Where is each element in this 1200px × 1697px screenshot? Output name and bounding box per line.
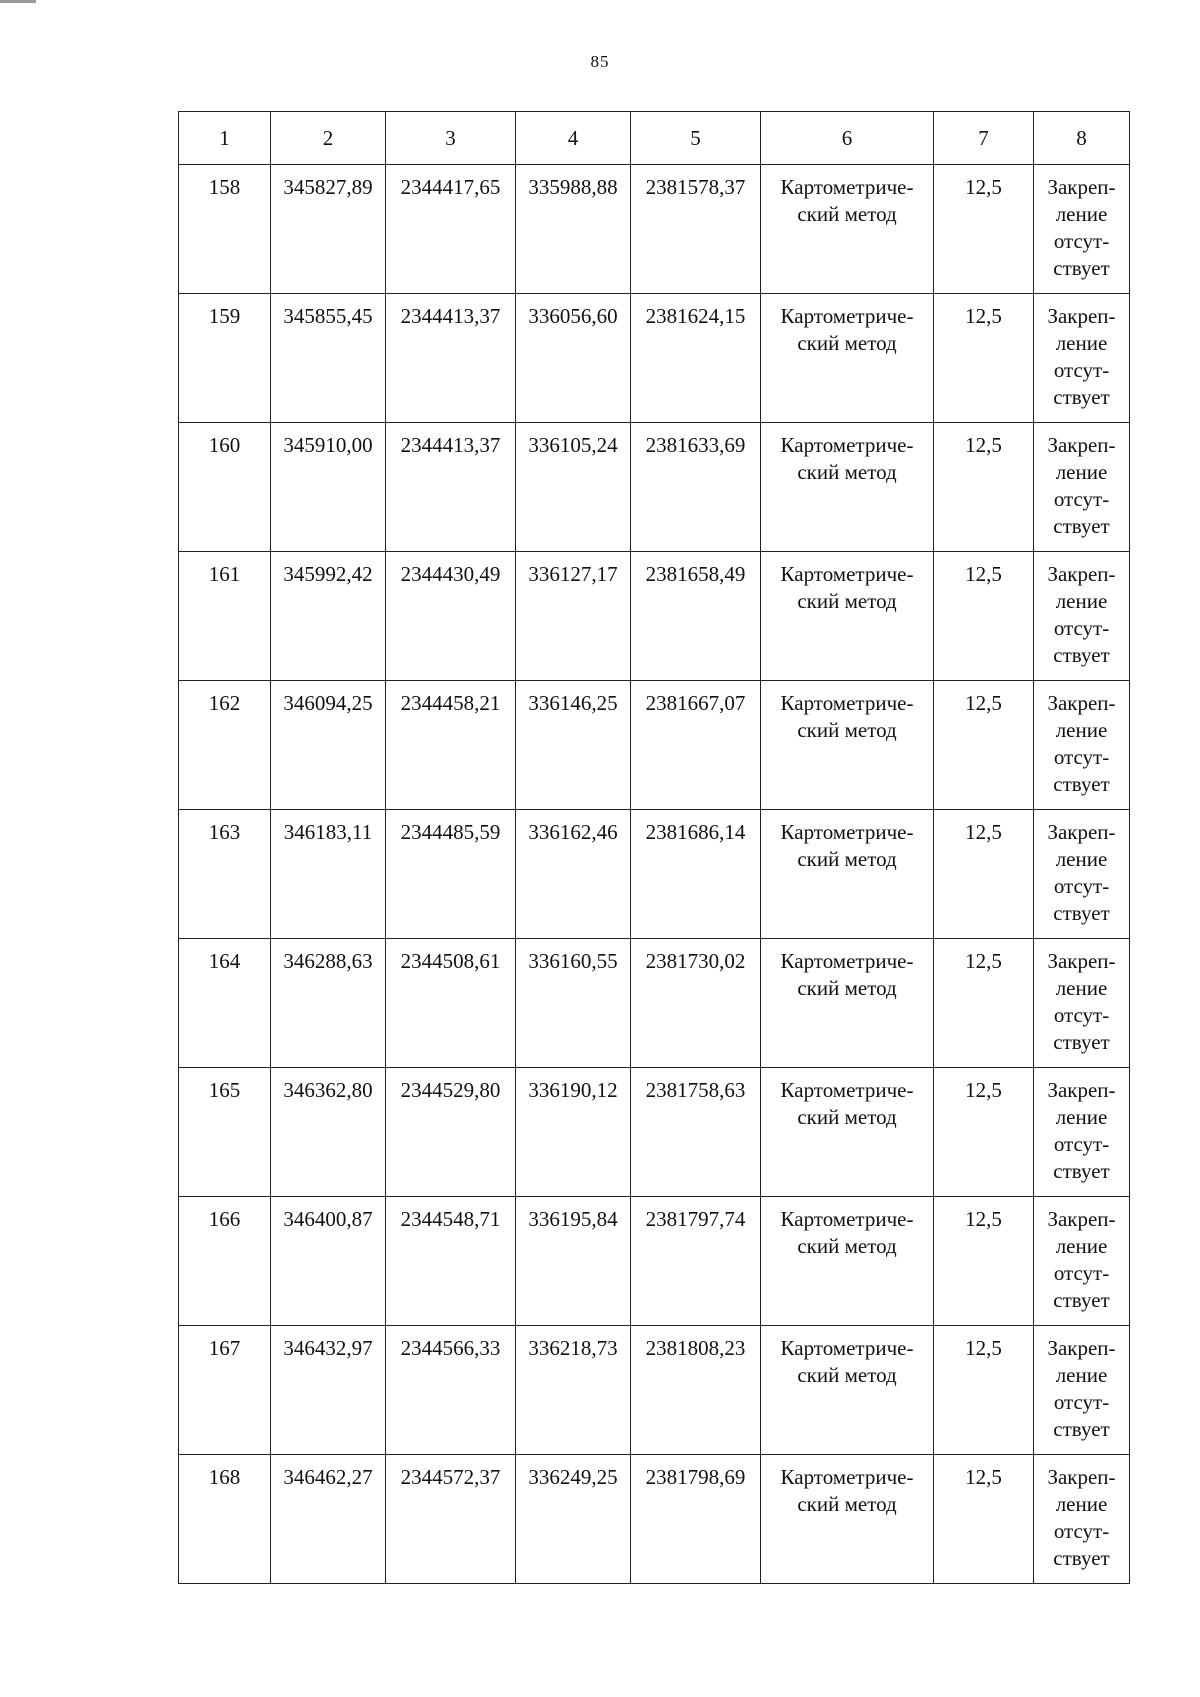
scan-corner-mark: [0, 0, 36, 3]
coord-cell: 2381633,69: [631, 423, 761, 552]
method-text-line: Картометриче-: [780, 433, 914, 457]
fixation-text-line: ствует: [1053, 643, 1110, 667]
method-cell: [761, 552, 934, 681]
method-text-line: Картометриче-: [780, 304, 914, 328]
column-header: 3: [386, 112, 516, 165]
column-header: 1: [179, 112, 271, 165]
accuracy-cell: 12,5: [934, 1068, 1034, 1197]
fixation-cell: [1034, 423, 1130, 552]
point-number-cell: 159: [179, 294, 271, 423]
coord-cell: 336195,84: [516, 1197, 631, 1326]
table-row: [179, 1455, 1130, 1584]
fixation-text-line: отсут-: [1053, 358, 1110, 382]
method-text-line: ский метод: [797, 331, 897, 355]
point-number-cell: 166: [179, 1197, 271, 1326]
coord-cell: 2344430,49: [386, 552, 516, 681]
accuracy-cell: 12,5: [934, 1455, 1034, 1584]
fixation-text-line: отсут-: [1053, 1390, 1110, 1414]
fixation-text-line: ление: [1055, 976, 1108, 1000]
fixation-text-line: ствует: [1053, 1546, 1110, 1570]
fixation-text-line: ление: [1055, 202, 1108, 226]
method-text-line: ский метод: [797, 1234, 897, 1258]
coord-cell: 345992,42: [271, 552, 386, 681]
point-number-cell: 160: [179, 423, 271, 552]
coord-cell: 345910,00: [271, 423, 386, 552]
fixation-cell: [1034, 939, 1130, 1068]
coord-cell: 2381624,15: [631, 294, 761, 423]
coord-cell: 336218,73: [516, 1326, 631, 1455]
coord-cell: 2344508,61: [386, 939, 516, 1068]
accuracy-cell: 12,5: [934, 294, 1034, 423]
fixation-text-line: Закреп-: [1047, 1465, 1116, 1489]
fixation-cell: [1034, 810, 1130, 939]
coord-cell: 2381758,63: [631, 1068, 761, 1197]
coord-cell: 346288,63: [271, 939, 386, 1068]
coord-cell: 2381808,23: [631, 1326, 761, 1455]
table-row: [179, 1068, 1130, 1197]
coord-cell: 346462,27: [271, 1455, 386, 1584]
coord-cell: 2344566,33: [386, 1326, 516, 1455]
accuracy-cell: 12,5: [934, 681, 1034, 810]
method-text-line: ский метод: [797, 847, 897, 871]
coord-cell: 2344413,37: [386, 294, 516, 423]
coord-cell: 345827,89: [271, 165, 386, 294]
method-text-line: Картометриче-: [780, 1207, 914, 1231]
accuracy-cell: 12,5: [934, 552, 1034, 681]
column-header: 2: [271, 112, 386, 165]
table-row: [179, 810, 1130, 939]
fixation-text-line: ствует: [1053, 1030, 1110, 1054]
fixation-text-line: ление: [1055, 1234, 1108, 1258]
fixation-text-line: ление: [1055, 718, 1108, 742]
coord-cell: 336146,25: [516, 681, 631, 810]
method-cell: [761, 1197, 934, 1326]
table-row: [179, 681, 1130, 810]
fixation-text-line: Закреп-: [1047, 562, 1116, 586]
coord-cell: 2381797,74: [631, 1197, 761, 1326]
fixation-cell: [1034, 294, 1130, 423]
fixation-text-line: ление: [1055, 847, 1108, 871]
fixation-text-line: Закреп-: [1047, 1207, 1116, 1231]
method-cell: [761, 423, 934, 552]
coord-cell: 336162,46: [516, 810, 631, 939]
fixation-text-line: Закреп-: [1047, 949, 1116, 973]
method-text-line: ский метод: [797, 1492, 897, 1516]
accuracy-cell: 12,5: [934, 1197, 1034, 1326]
point-number-cell: 161: [179, 552, 271, 681]
coord-cell: 335988,88: [516, 165, 631, 294]
method-text-line: Картометриче-: [780, 949, 914, 973]
fixation-text-line: ление: [1055, 1105, 1108, 1129]
column-header: 8: [1034, 112, 1130, 165]
fixation-text-line: отсут-: [1053, 1519, 1110, 1543]
header-row: [179, 112, 1130, 165]
coordinates-table: [178, 111, 1130, 1584]
fixation-text-line: ствует: [1053, 514, 1110, 538]
fixation-text-line: Закреп-: [1047, 691, 1116, 715]
method-text-line: ский метод: [797, 202, 897, 226]
coord-cell: 2344548,71: [386, 1197, 516, 1326]
fixation-text-line: ствует: [1053, 1417, 1110, 1441]
fixation-cell: [1034, 1326, 1130, 1455]
fixation-cell: [1034, 1197, 1130, 1326]
fixation-cell: [1034, 1068, 1130, 1197]
fixation-text-line: отсут-: [1053, 229, 1110, 253]
point-number-cell: 165: [179, 1068, 271, 1197]
table-row: [179, 423, 1130, 552]
coord-cell: 346400,87: [271, 1197, 386, 1326]
fixation-cell: [1034, 1455, 1130, 1584]
table-row: [179, 294, 1130, 423]
fixation-text-line: отсут-: [1053, 874, 1110, 898]
coord-cell: 2381667,07: [631, 681, 761, 810]
point-number-cell: 164: [179, 939, 271, 1068]
accuracy-cell: 12,5: [934, 423, 1034, 552]
method-text-line: ский метод: [797, 718, 897, 742]
fixation-text-line: ствует: [1053, 772, 1110, 796]
table-row: [179, 1197, 1130, 1326]
method-text-line: Картометриче-: [780, 820, 914, 844]
coord-cell: 336190,12: [516, 1068, 631, 1197]
fixation-text-line: ление: [1055, 589, 1108, 613]
fixation-text-line: отсут-: [1053, 487, 1110, 511]
fixation-text-line: отсут-: [1053, 1261, 1110, 1285]
method-text-line: Картометриче-: [780, 691, 914, 715]
coord-cell: 2381658,49: [631, 552, 761, 681]
coord-cell: 2344529,80: [386, 1068, 516, 1197]
method-text-line: Картометриче-: [780, 562, 914, 586]
method-cell: [761, 165, 934, 294]
coord-cell: 346094,25: [271, 681, 386, 810]
coord-cell: 336127,17: [516, 552, 631, 681]
fixation-cell: [1034, 552, 1130, 681]
fixation-cell: [1034, 681, 1130, 810]
method-cell: [761, 1455, 934, 1584]
coord-cell: 2381798,69: [631, 1455, 761, 1584]
fixation-cell: [1034, 165, 1130, 294]
method-cell: [761, 1326, 934, 1455]
fixation-text-line: ствует: [1053, 901, 1110, 925]
method-text-line: Картометриче-: [780, 1078, 914, 1102]
coord-cell: 2344417,65: [386, 165, 516, 294]
fixation-text-line: Закреп-: [1047, 1336, 1116, 1360]
coord-cell: 2381578,37: [631, 165, 761, 294]
coord-cell: 336056,60: [516, 294, 631, 423]
coord-cell: 346183,11: [271, 810, 386, 939]
fixation-text-line: ление: [1055, 1492, 1108, 1516]
coord-cell: 2344458,21: [386, 681, 516, 810]
accuracy-cell: 12,5: [934, 939, 1034, 1068]
coord-cell: 346432,97: [271, 1326, 386, 1455]
fixation-text-line: Закреп-: [1047, 1078, 1116, 1102]
method-text-line: ский метод: [797, 1363, 897, 1387]
coord-cell: 336105,24: [516, 423, 631, 552]
coord-cell: 2381730,02: [631, 939, 761, 1068]
page-number: 85: [590, 52, 610, 71]
method-text-line: Картометриче-: [780, 1336, 914, 1360]
fixation-text-line: ление: [1055, 331, 1108, 355]
fixation-text-line: Закреп-: [1047, 175, 1116, 199]
coord-cell: 2381686,14: [631, 810, 761, 939]
fixation-text-line: отсут-: [1053, 616, 1110, 640]
fixation-text-line: ствует: [1053, 1288, 1110, 1312]
method-cell: [761, 939, 934, 1068]
method-text-line: ский метод: [797, 976, 897, 1000]
coord-cell: 336249,25: [516, 1455, 631, 1584]
method-text-line: Картометриче-: [780, 175, 914, 199]
table-header: [179, 112, 1130, 165]
fixation-text-line: Закреп-: [1047, 820, 1116, 844]
fixation-text-line: Закреп-: [1047, 304, 1116, 328]
method-cell: [761, 681, 934, 810]
table-body: [179, 165, 1130, 1584]
point-number-cell: 168: [179, 1455, 271, 1584]
coord-cell: 345855,45: [271, 294, 386, 423]
accuracy-cell: 12,5: [934, 810, 1034, 939]
point-number-cell: 167: [179, 1326, 271, 1455]
method-cell: [761, 1068, 934, 1197]
fixation-text-line: ление: [1055, 1363, 1108, 1387]
method-text-line: ский метод: [797, 1105, 897, 1129]
column-header: 4: [516, 112, 631, 165]
coord-cell: 2344413,37: [386, 423, 516, 552]
coord-cell: 2344572,37: [386, 1455, 516, 1584]
coord-cell: 2344485,59: [386, 810, 516, 939]
column-header: 6: [761, 112, 934, 165]
coord-cell: 336160,55: [516, 939, 631, 1068]
fixation-text-line: Закреп-: [1047, 433, 1116, 457]
table-row: [179, 1326, 1130, 1455]
table-row: [179, 552, 1130, 681]
fixation-text-line: отсут-: [1053, 745, 1110, 769]
accuracy-cell: 12,5: [934, 1326, 1034, 1455]
point-number-cell: 163: [179, 810, 271, 939]
method-text-line: ский метод: [797, 460, 897, 484]
column-header: 5: [631, 112, 761, 165]
fixation-text-line: ствует: [1053, 1159, 1110, 1183]
column-header: 7: [934, 112, 1034, 165]
accuracy-cell: 12,5: [934, 165, 1034, 294]
method-cell: [761, 810, 934, 939]
fixation-text-line: ление: [1055, 460, 1108, 484]
fixation-text-line: ствует: [1053, 256, 1110, 280]
point-number-cell: 162: [179, 681, 271, 810]
fixation-text-line: отсут-: [1053, 1003, 1110, 1027]
fixation-text-line: ствует: [1053, 385, 1110, 409]
method-text-line: ский метод: [797, 589, 897, 613]
coord-cell: 346362,80: [271, 1068, 386, 1197]
method-cell: [761, 294, 934, 423]
method-text-line: Картометриче-: [780, 1465, 914, 1489]
table-row: [179, 939, 1130, 1068]
table-row: [179, 165, 1130, 294]
point-number-cell: 158: [179, 165, 271, 294]
fixation-text-line: отсут-: [1053, 1132, 1110, 1156]
